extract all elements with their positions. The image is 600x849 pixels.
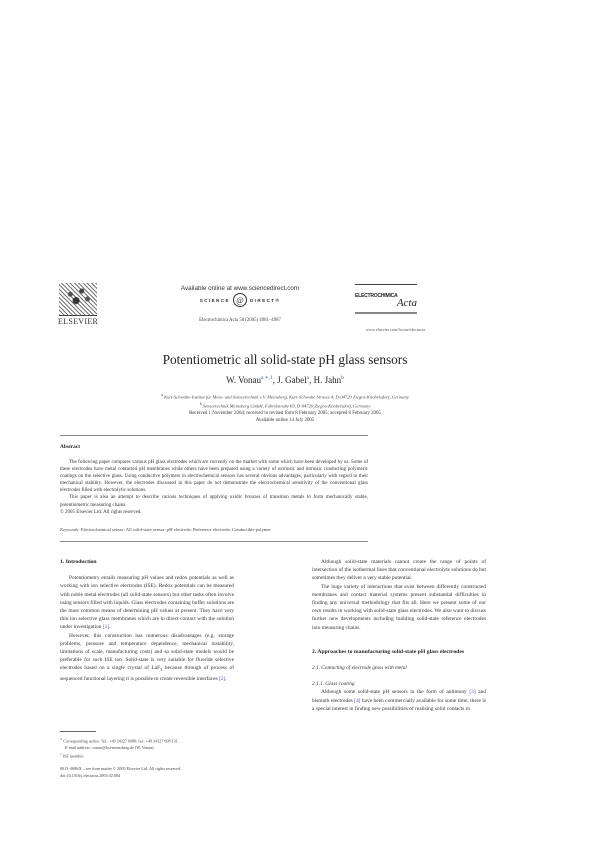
affiliation [50, 392, 520, 401]
journal-url[interactable]: www.elsevier.com/locate/electacta [365, 327, 425, 332]
body-paragraph [312, 688, 486, 713]
body-paragraph: Although solid-state materials cannot create the range of points of intersection of the isothermal lines that conventional electrolyte solutions do but sometimes they deliver a very stable potential. [312, 559, 486, 582]
section-heading: 1. Introduction [60, 559, 97, 565]
body-paragraph: The huge variety of interactions that exist between differently constructed membranes and contact material systems present substantial difficulties in finding any universal methodology that fits all. Here we present some of our own results in working with solid-state glass electrodes. We also want to discuss further new developments including building solid-state reference electrodes into measuring chains. [312, 583, 486, 631]
issn-line: 0013-4686/$ – see front matter © 2005 Elsevier Ltd. All rights reserved. [60, 766, 182, 771]
author-affiliation-mark[interactable]: a [306, 375, 310, 381]
body-column-right [312, 558, 486, 713]
footnote-corresponding [60, 736, 234, 745]
divider [355, 312, 417, 314]
paragraph-text: and bismuth electrodes [312, 689, 486, 704]
footnote-divider [60, 731, 96, 732]
author-separator: , [309, 375, 314, 385]
doi-link[interactable]: doi:10.1016/j.electacta.2005.02.084 [60, 773, 121, 778]
abstract-paragraph: This paper is also an attempt to describe various techniques of applying oxidic bronzes of transition metals to form mechanically stable, potentiometric measuring chains. [60, 495, 368, 508]
footnote-mark: ∗ [60, 737, 63, 741]
article-dates [50, 410, 520, 424]
paragraph-text: Although some solid-state pH sensors in the form of antimony [321, 689, 470, 696]
divider [355, 284, 417, 285]
author-separator: , [272, 375, 278, 385]
author-name: J. Gabel [277, 375, 307, 385]
keywords [60, 527, 368, 532]
affiliations [50, 392, 520, 410]
sciencedirect-right: DIRECT® [249, 297, 281, 303]
keywords-list: Electrochemical sensor; All solid-state sensor; pH electrode; Reference electrode; Conductible polymer [80, 527, 271, 532]
publisher-name: ELSEVIER [58, 317, 99, 326]
paragraph-text: have been commercially available for some time, there is a special interest in finding new possibilities of realising solid contacts in [312, 697, 486, 712]
footnote-mark: 1 [60, 752, 62, 757]
elsevier-tree-icon [59, 283, 97, 316]
affiliation-mark: a [161, 393, 163, 397]
citation-link[interactable]: [3] [469, 689, 476, 696]
body-column-left [60, 558, 234, 683]
subscript: 3 [160, 667, 163, 673]
elsevier-logo [58, 283, 98, 329]
footnotes [60, 736, 234, 760]
footnote-text: ISE member. [62, 753, 85, 759]
email-label: E-mail address: [65, 744, 92, 750]
paragraph-text: because through of process of sequenced functional layering it is possible to create reversible interfaces [60, 665, 235, 682]
keywords-label: Keywords: [60, 527, 80, 532]
sciencedirect-left: SCIENCE [199, 297, 230, 303]
footnote-text: Corresponding author. Tel.: +49 34327 6080; fax: +49 34327 608 131. [63, 738, 179, 744]
author-name: H. Jahn [313, 375, 342, 385]
citation-link[interactable]: [1] [102, 624, 110, 631]
available-date: Available online 14 July 2005 [255, 418, 315, 423]
copyright: © 2005 Elsevier Ltd. All rights reserved. [60, 509, 142, 515]
divider [60, 541, 368, 542]
body-paragraph: However, this construction has numerous disadvantages (e.g. storage problems, pressure and temperature dependence, mechanical instability, limitations of scale, manufacturing costs) and so solid-state models would be preferable for such ISE too. Solid-state is very suitable for fluoride selective electrodes based on a single crystal of LaF$_3$ because through of process of sequenced functional layering it is possible to create reversible interfaces [2]. [60, 632, 235, 682]
journal-logo-name: ELECTROCHIMICA [355, 293, 398, 299]
affiliation [50, 401, 520, 410]
body-paragraph: Potentiometry entails measuring pH values and redox potentials as well as working with ion selective electrodes (ISE). Redox potentials can be measured with noble metal electrodes (all solid-state sensors) but other tasks often involve using sensors filled with liquids. Glass electrodes containing buffer solutions are the most common means of determining pH values at present. They have very thin ion selective glass membranes which are in direct contact with the solution under investigation [1]. [60, 575, 234, 631]
available-online-text: Available online at www.sciencedirect.com [180, 285, 300, 292]
sciencedirect-at-icon: @ [233, 293, 247, 307]
author-affiliation-mark[interactable]: b [341, 375, 344, 381]
paragraph-text: Potentiometry entails measuring pH values and redox potentials as well as working with ion selective electrodes (ISE). Redox potentials can be measured with noble metal electrodes (all solid-state sensors) but other tasks often involve using sensors filled with liquids. Glass electrodes containing buffer solutions are the most common means of determining pH values at present. They have very thin ion selective glass membranes which are in direct contact with the solution under investigation [60, 575, 234, 631]
email-link[interactable]: vonau@ksi-meinsberg.de (W. Vonau). [92, 744, 155, 750]
subsection-heading: 2.1. Contacting of electrode glass with metal [312, 665, 407, 672]
author-affiliation-mark[interactable]: a,∗,1 [260, 375, 273, 381]
article-title: Potentiometric all solid-state pH glass sensors [162, 352, 408, 367]
affiliation-text: Sensortechnik Meinsberg GmbH, Fabrikstraße 69, D-04720 Ziegra-Knobelsdorf, Germany [202, 403, 371, 409]
citation-link[interactable]: [2] [218, 675, 226, 682]
author-name: W. Vonau [226, 375, 261, 385]
sciencedirect-logo [175, 293, 305, 307]
abstract-body [60, 459, 368, 516]
journal-logo [355, 284, 417, 314]
subsubsection-heading: 2.1.1. Glass coating [312, 681, 355, 688]
issn-block [60, 765, 234, 779]
journal-logo-acta: Acta [396, 297, 417, 309]
citation-link[interactable]: [4] [354, 697, 361, 704]
footnote-member [60, 751, 234, 760]
abstract-heading: Abstract [60, 444, 81, 450]
author-list [50, 375, 520, 385]
affiliation-text: Kurt-Schwabe-Institut für Mess- und Sensortechnik e.V. Meinsberg, Kurt-Schwabe Strasse 4, D-04720 Ziegra-Knobelsdorf, Germany [164, 394, 409, 400]
affiliation-mark: b [199, 402, 202, 407]
journal-reference: Electrochimica Acta 50 (2005) 4981–4987 [199, 318, 281, 323]
divider [60, 435, 368, 436]
received-dates: Received 1 November 2004; received in revised form 8 February 2005; accepted 8 February 2005 [189, 411, 381, 416]
abstract-paragraph: The following paper compares various pH glass electrodes which are currently on the market with some which have been developed by us. Some of these electrodes have metal contacted pH membranes while others have been prepared using a variety of extrinsic and intrinsic conducting polymeric coatings on the selective glass. Using conductive polymers in electrochemical sensors has several obvious advantages, particularly with regard to their mechanical stability. However, the electrodes discussed in this paper do not demonstrate the electrochemical sensitivity of the conventional glass electrodes filled with electrolytic solutions. [60, 460, 368, 494]
section-heading: 2. Approaches to manufacturing solid-state pH glass electrodes [312, 648, 465, 655]
paragraph-text: However, this construction has numerous disadvantages (e.g. storage problems, pressure and temperature dependence, mechanical instability, limitations of scale, manufacturing costs) and so solid-state models would be preferable for such ISE too. Solid-state is very suitable for fluoride selective electrodes based on a single crystal of LaF [60, 632, 234, 672]
